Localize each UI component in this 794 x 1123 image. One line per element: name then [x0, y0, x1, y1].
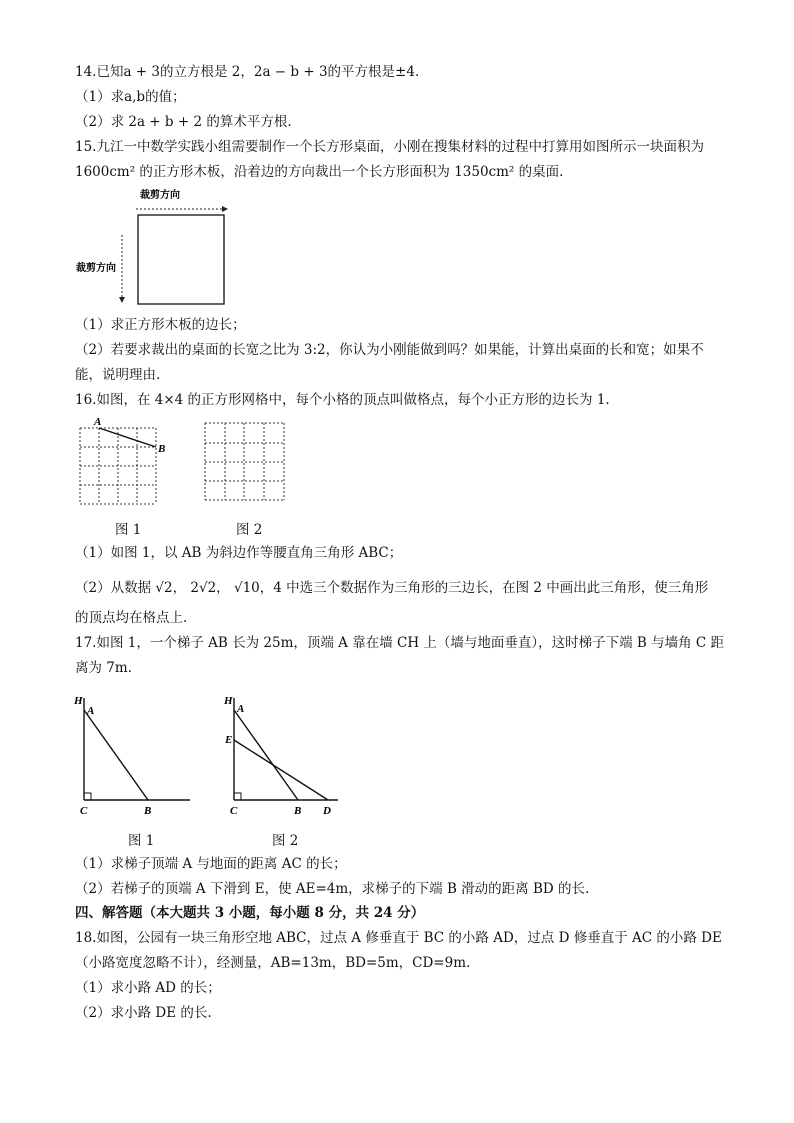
q16-grid-figure2	[200, 415, 295, 510]
q14-part1: （1）求a,b的值；	[75, 89, 186, 105]
section-title: 四、解答题（本大题共 3 小题，每小题 8 分，共 24 分）	[75, 905, 425, 921]
label-h-2: H	[224, 695, 233, 707]
q16-part2-suffix: 中选三个数据作为三角形的三边长，在图 2 中画出此三角形，使三角形	[286, 580, 709, 596]
label-a: A	[87, 705, 95, 717]
segment-ab	[99, 428, 156, 447]
q15-square-figure	[70, 185, 240, 310]
q15-stem-line1: 15.九江一中数学实践小组需要制作一个长方形桌面，小刚在搜集材料的过程中打算用如图所示一块面积为	[75, 139, 704, 155]
q15-part1: （1）求正方形木板的边长；	[75, 317, 246, 333]
q18-stem-line1: 18.如图，公园有一块三角形空地 ABC，过点 A 修垂直于 BC 的小路 AD，过点 D 修垂直于 AC 的小路 DE	[75, 930, 722, 946]
point-a-label: A	[94, 416, 102, 428]
label-c: C	[80, 805, 88, 817]
label-h: H	[74, 695, 83, 707]
label-e: E	[225, 734, 233, 746]
q17-stem-line2: 离为 7m.	[75, 660, 132, 676]
q17-part2: （2）若梯子的顶端 A 下滑到 E，使 AE=4m，求梯子的下端 B 滑动的距离 BD 的长.	[75, 881, 590, 897]
square-board	[138, 215, 224, 304]
q17-caption-fig1: 图 1	[128, 833, 155, 849]
q15-stem-line2: 1600cm² 的正方形木板，沿着边的方向裁出一个长方形面积为 1350cm² 的桌面.	[75, 164, 564, 180]
point-b-label: B	[158, 443, 166, 455]
q16-caption-fig1: 图 1	[115, 522, 142, 538]
q17-figure2	[222, 690, 347, 820]
q15-label-top: 裁剪方向	[140, 190, 180, 201]
q18-part1: （1）求小路 AD 的长；	[75, 980, 221, 996]
value-4: 4	[273, 580, 282, 596]
q16-part2-line2: 的顶点均在格点上.	[75, 610, 188, 626]
ladder-ed	[234, 740, 328, 800]
q16-part2-line1: （2）从数据 √2， 2√2， √10，4 中选三个数据作为三角形的三边长，在图 2 中画出此三角形，使三角形	[75, 580, 709, 596]
q15-part2-line2: 能，说明理由.	[75, 367, 161, 383]
right-angle-mark	[84, 793, 91, 800]
label-a-2: A	[237, 703, 245, 715]
value-root10: √10	[233, 580, 260, 596]
label-b: B	[144, 805, 152, 817]
q15-label-left: 裁剪方向	[76, 263, 116, 274]
q18-stem-line2: （小路宽度忽略不计），经测量，AB=13m，BD=5m，CD=9m.	[75, 955, 471, 971]
grid-lines	[80, 428, 156, 504]
q16-grid-figure1	[75, 415, 185, 510]
label-c-2: C	[230, 805, 238, 817]
q15-part2-line1: （2）若要求裁出的桌面的长宽之比为 3:2，你认为小刚能做到吗？如果能，计算出桌面的长和宽；如果不	[75, 342, 704, 358]
right-angle-mark-2	[234, 793, 241, 800]
q17-stem-line1: 17.如图 1，一个梯子 AB 长为 25m，顶端 A 靠在墙 CH 上（墙与地面垂直），这时梯子下端 B 与墙角 C 距	[75, 635, 725, 651]
q17-figure1	[72, 690, 197, 820]
q17-caption-fig2: 图 2	[272, 833, 299, 849]
ladder-ab-2	[234, 710, 298, 800]
label-b-2: B	[294, 805, 302, 817]
ladder-ab	[84, 710, 148, 800]
q17-part1: （1）求梯子顶端 A 与地面的距离 AC 的长；	[75, 856, 347, 872]
q16-stem: 16.如图，在 4×4 的正方形网格中，每个小格的顶点叫做格点，每个小正方形的边长为 1.	[75, 392, 610, 408]
q16-caption-fig2: 图 2	[236, 522, 263, 538]
grid-lines-2	[205, 423, 284, 500]
arrow-down-icon	[119, 297, 125, 303]
q16-part1: （1）如图 1，以 AB 为斜边作等腰直角三角形 ABC；	[75, 545, 403, 561]
arrow-right-icon	[222, 206, 228, 212]
value-2root2: 2√2	[190, 580, 217, 596]
q14-stem: 14.已知a + 3的立方根是 2，2a − b + 3的平方根是±4.	[75, 64, 420, 80]
label-d: D	[323, 805, 331, 817]
q18-part2: （2）求小路 DE 的长.	[75, 1005, 212, 1021]
value-root2: √2	[155, 580, 173, 596]
q14-part2: （2）求 2a + b + 2 的算术平方根.	[75, 114, 292, 130]
q16-part2-prefix: （2）从数据	[75, 580, 152, 596]
